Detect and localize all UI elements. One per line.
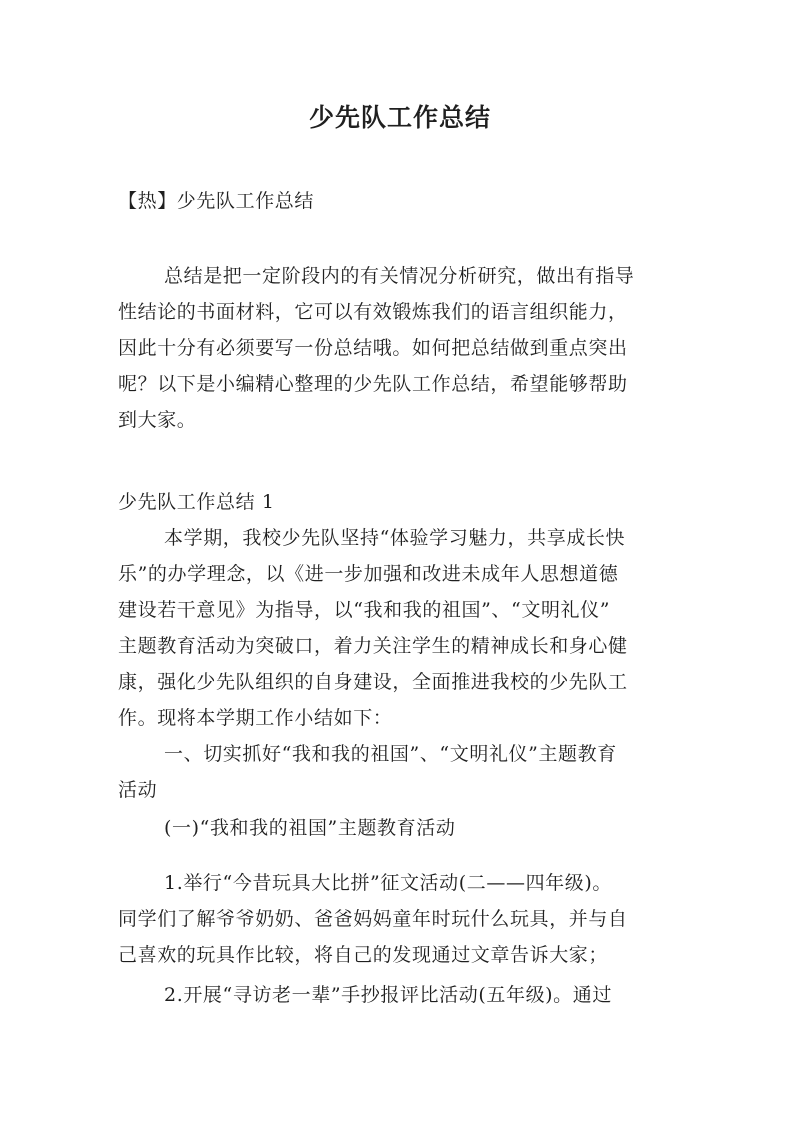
body-line: 一、切实抓好“我和我的祖国”、“文明礼仪”主题教育 [164,743,617,765]
body-line: 1.举行“今昔玩具大比拼”征文活动(二——四年级)。 [164,872,612,894]
body-line: 建设若干意见》为指导，以“我和我的祖国”、“文明礼仪” [118,599,611,621]
body-line: (一)“我和我的祖国”主题教育活动 [164,817,456,839]
document-title: 少先队工作总结 [308,103,491,132]
body-line: 同学们了解爷爷奶奶、爸爸妈妈童年时玩什么玩具，并与自 [118,908,628,930]
intro-line: 到大家。 [118,409,197,431]
intro-line: 呢？以下是小编精心整理的少先队工作总结，希望能够帮助 [118,373,628,395]
body-line: 2.开展“寻访老一辈”手抄报评比活动(五年级)。通过 [164,984,612,1006]
body-line: 本学期，我校少先队坚持“体验学习魅力，共享成长快 [164,527,626,549]
body-line: 己喜欢的玩具作比较，将自己的发现通过文章告诉大家； [118,944,609,966]
document-subtitle: 【热】少先队工作总结 [118,190,315,212]
intro-line: 总结是把一定阶段内的有关情况分析研究，做出有指导 [164,265,635,287]
section-heading: 少先队工作总结 1 [118,491,275,513]
intro-line: 因此十分有必须要写一份总结哦。如何把总结做到重点突出 [118,337,628,359]
body-line: 作。现将本学期工作小结如下： [118,707,393,729]
body-line: 主题教育活动为突破口，着力关注学生的精神成长和身心健 [118,635,628,657]
body-line: 乐”的办学理念，以《进一步加强和改进未成年人思想道德 [118,563,619,585]
body-line: 康，强化少先队组织的自身建设，全面推进我校的少先队工 [118,671,628,693]
intro-line: 性结论的书面材料，它可以有效锻炼我们的语言组织能力， [118,301,628,323]
body-line: 活动 [118,779,158,801]
